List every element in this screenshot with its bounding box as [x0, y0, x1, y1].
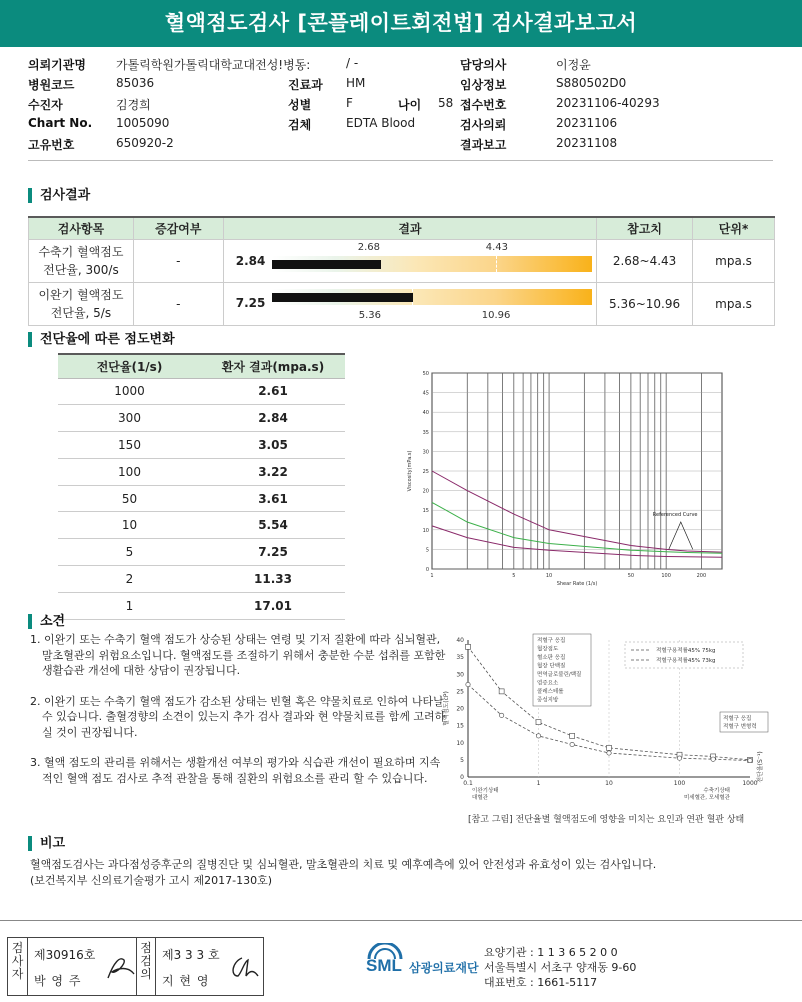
divider — [28, 160, 773, 161]
x-annotation: 이완기상태 — [472, 788, 499, 794]
result-cell — [223, 282, 596, 325]
shear-rate-cell: 100 — [58, 458, 201, 485]
table-row — [29, 282, 775, 325]
col-header-shear: 전단율(1/s) — [58, 354, 201, 378]
table-row — [58, 378, 345, 405]
table-row — [58, 458, 345, 485]
chart-value: 1005090 — [116, 116, 170, 130]
y-tick-label: 35 — [456, 654, 464, 662]
specimen-value: EDTA Blood — [346, 116, 416, 130]
note-text — [30, 857, 770, 889]
unique-value: 650920-2 — [116, 136, 174, 150]
legend-box — [625, 642, 743, 668]
opinion-item: 2. 이완기 또는 수축기 혈액 점도가 감소된 상태는 빈혈 혹은 약물치료로 인하여 나타날 수 있습니다. 출혈경향의 소견이 있는지 추가 검사 결과와 현 약물치료를 함께 고려하실 것이 권장됩니다. — [30, 694, 446, 739]
shear-rate-cell: 2 — [58, 566, 201, 593]
data-point — [466, 644, 471, 649]
factor-label: 적혈구 변형력 — [723, 724, 757, 730]
x-tick-label: 10 — [545, 573, 553, 579]
bar-value-fill — [272, 293, 413, 302]
hospital-code-label: 병원코드 — [28, 78, 75, 92]
ref-range: 5.36~10.96 — [597, 282, 693, 325]
change-value: - — [133, 282, 223, 325]
data-point — [570, 742, 574, 746]
legend-label: 적혈구용적률45% 75kg — [656, 648, 716, 654]
sex-label: 성별 — [288, 98, 312, 112]
shear-table — [58, 353, 345, 620]
receipt-value: 20231106-40293 — [556, 96, 660, 110]
age-label: 나이 — [398, 98, 422, 112]
viscosity-chart — [405, 368, 725, 590]
result-bar — [272, 256, 592, 272]
data-point — [536, 720, 541, 725]
item-name-line2: 전단율, 300/s — [43, 262, 119, 277]
note-line: 혈액점도검사는 과다점성증후군의 질병진단 및 심뇌혈관, 말초혈관의 치료 및 예후예측에 있어 안전성과 유효성이 있는 검사입니다. — [30, 858, 657, 871]
table-row — [58, 485, 345, 512]
tester-label-text: 검사자 — [11, 941, 24, 981]
y-axis-label: Viscosity(mPa.s) — [407, 450, 413, 492]
factor-box — [533, 634, 591, 706]
data-point — [499, 689, 504, 694]
table-row — [58, 405, 345, 432]
col-header-change: 증감여부 — [133, 217, 223, 239]
factor-label: 염증요소 — [537, 680, 559, 687]
note-line: (보건복지부 신의료기술평가 고시 제2017-130호) — [30, 874, 273, 887]
institution-label: 의뢰기관명 — [28, 58, 86, 72]
tester-name: 박 영 주 — [34, 974, 82, 988]
patient-value: 김경희 — [116, 98, 151, 112]
receipt-label: 접수번호 — [460, 98, 507, 112]
unit: mpa.s — [693, 282, 775, 325]
factor-label: 혈장점도 — [537, 646, 559, 653]
data-point — [570, 733, 575, 738]
x-tick-label: 1 — [536, 780, 541, 787]
y-tick-label: 20 — [422, 488, 429, 495]
bar-value-fill — [272, 260, 381, 269]
y-tick-label: 35 — [422, 429, 429, 436]
x-tick-label: 100 — [661, 573, 671, 579]
x-tick-label: 1000 — [742, 780, 758, 787]
dept-value: HM — [346, 76, 366, 90]
y-tick-label: 10 — [456, 739, 464, 747]
patient-result-cell: 5.54 — [201, 512, 345, 539]
unit: mpa.s — [693, 239, 775, 282]
y-tick-label: 50 — [422, 371, 429, 377]
checker-label — [136, 938, 156, 995]
x-tick-label: 0.1 — [463, 780, 473, 787]
opinion-item: 1. 이완기 또는 수축기 혈액 점도가 상승된 상태는 연령 및 기저 질환에 따라 심뇌혈관, 말초혈관의 위험요소입니다. 혈액점도를 조절하기 위해서 충분한 수분 섭취를 포함한 생활습관 개선에 대한 상담이 권장됩니다. — [30, 633, 446, 677]
opinion-item: 3. 혈액 점도의 관리를 위해서는 생활개선 여부의 평가와 식습관 개선이 필요하며 지속적인 혈액 점도 검사로 추적 관찰을 통해 질환의 위험요소를 관리 할 수 있습니다. — [30, 756, 441, 785]
factor-label: 적혈구 응집 — [537, 638, 566, 644]
x-annotation: 미세혈관, 모세혈관 — [683, 795, 730, 801]
result-cell — [223, 239, 596, 282]
x-tick-label: 1 — [430, 573, 434, 579]
item-name-line1: 이완기 혈액점도 — [38, 287, 124, 302]
patient-result-cell: 2.84 — [201, 405, 345, 432]
table-row — [29, 239, 775, 282]
data-point — [711, 757, 715, 761]
org-number: 요양기관 : 1 1 3 6 5 2 0 0 — [484, 946, 618, 959]
y-tick-label: 5 — [460, 756, 464, 764]
x-tick-label: 100 — [673, 780, 686, 787]
table-row — [58, 566, 345, 593]
table-row — [58, 432, 345, 459]
x-annotation: 대혈관 — [472, 795, 488, 801]
patient-result-cell: 3.61 — [201, 485, 345, 512]
age-value: 58 — [438, 96, 454, 110]
org-info — [484, 945, 636, 990]
patient-result-cell: 3.05 — [201, 432, 345, 459]
annotation-label: Referenced Curve — [652, 512, 698, 519]
ref-high-label: 4.43 — [485, 241, 508, 253]
doctor-label: 담당의사 — [460, 58, 507, 72]
factor-label: 면역글로불린/백질 — [537, 672, 582, 678]
patient-result-cell: 3.22 — [201, 458, 345, 485]
x-tick-label: 5 — [512, 573, 516, 579]
data-point — [607, 745, 612, 750]
institution-value: 가톨릭학원가톨릭대학교대전성!병동: — [116, 58, 311, 72]
request-value: 20231106 — [556, 116, 618, 130]
patient-result-cell: 7.25 — [201, 539, 345, 566]
shear-rate-cell: 5 — [58, 539, 201, 566]
logo-org-name: 삼광의료재단 — [409, 961, 479, 975]
data-point — [748, 758, 752, 762]
data-point — [499, 713, 503, 717]
tester-number: 제30916호 — [34, 948, 96, 962]
shear-rate-cell: 1000 — [58, 378, 201, 405]
factor-label: 적혈구 응집 — [723, 716, 752, 722]
tester-label — [8, 938, 28, 995]
clinical-label: 임상정보 — [460, 78, 507, 92]
y-tick-label: 25 — [422, 469, 429, 475]
item-name-line1: 수축기 혈액점도 — [38, 244, 124, 259]
checker-number: 제3 3 3 호 — [162, 948, 220, 962]
y-tick-label: 0 — [460, 774, 464, 781]
hospital-code-value: 85036 — [116, 76, 155, 90]
specimen-label: 검체 — [288, 118, 312, 132]
section-title-opinion: 소견 — [28, 614, 65, 629]
y-tick-label: 15 — [422, 508, 429, 515]
data-point — [466, 682, 470, 686]
logo-text: SML — [366, 956, 402, 975]
y-axis-label: 혈액점도(cP) — [443, 691, 450, 726]
item-name — [29, 239, 134, 282]
patient-result-cell: 17.01 — [201, 592, 345, 619]
chart-label: Chart No. — [28, 116, 93, 130]
footer-divider — [0, 920, 802, 921]
factor-label: 혈장 단백질 — [537, 663, 566, 670]
table-row — [58, 539, 345, 566]
tester-signature — [104, 952, 138, 984]
legend-label: 적혈구용적률45% 73kg — [656, 658, 716, 664]
y-tick-label: 10 — [422, 527, 429, 534]
ward-value: / - — [346, 56, 359, 70]
checker-name: 지 현 영 — [162, 974, 210, 988]
org-tel: 대표번호 : 1661-5117 — [484, 976, 598, 989]
opinion-text — [30, 632, 450, 801]
doctor-value: 이정윤 — [556, 58, 591, 72]
patient-result-cell: 2.61 — [201, 378, 345, 405]
unique-label: 고유번호 — [28, 138, 75, 152]
ref-low-label: 2.68 — [357, 241, 380, 253]
checker-label-text: 점검의 — [140, 941, 152, 981]
shear-rate-cell: 150 — [58, 432, 201, 459]
item-name — [29, 282, 134, 325]
result-value: 7.25 — [235, 295, 266, 310]
factor-label: 콜레스테롤 — [537, 689, 564, 695]
x-tick-label: 200 — [696, 573, 707, 579]
result-bar — [272, 289, 592, 305]
y-tick-label: 40 — [456, 637, 464, 644]
x-tick-label: 50 — [627, 573, 635, 579]
dept-label: 진료과 — [288, 78, 323, 92]
y-tick-label: 40 — [422, 410, 429, 417]
ref-range: 2.68~4.43 — [597, 239, 693, 282]
col-header-ref: 참고치 — [597, 217, 693, 239]
shear-rate-cell: 300 — [58, 405, 201, 432]
col-header-unit: 단위* — [693, 217, 775, 239]
y-tick-label: 5 — [425, 547, 429, 554]
y-tick-label: 45 — [422, 390, 429, 397]
table-row — [58, 592, 345, 619]
col-header-patient: 환자 결과(mpa.s) — [201, 354, 345, 378]
col-header-item: 검사항목 — [29, 217, 134, 239]
sex-value: F — [346, 96, 353, 110]
request-label: 검사의뢰 — [460, 118, 507, 132]
y-tick-label: 20 — [456, 705, 464, 713]
item-name-line2: 전단율, 5/s — [50, 305, 112, 320]
shear-rate-cell: 1 — [58, 592, 201, 619]
y-tick-label: 30 — [422, 449, 429, 456]
signature-box — [7, 937, 264, 996]
patient-label: 수진자 — [28, 98, 63, 112]
report-label: 결과보고 — [460, 138, 507, 152]
report-value: 20231108 — [556, 136, 618, 150]
col-header-result: 결과 — [223, 217, 596, 239]
section-title-note: 비고 — [28, 836, 65, 851]
section-title-result: 검사결과 — [28, 188, 90, 203]
ref-low-label: 5.36 — [358, 309, 381, 321]
data-point — [607, 751, 611, 755]
shear-rate-cell: 50 — [58, 485, 201, 512]
table-row — [58, 512, 345, 539]
patient-info — [28, 53, 788, 153]
org-address: 서울특별시 서초구 양재동 9-60 — [484, 961, 637, 974]
result-table — [28, 216, 775, 326]
reference-caption: [참고 그림] 전단율별 혈액점도에 영향을 미치는 요인과 연관 혈관 상태 — [468, 815, 745, 825]
section-title-shear: 전단율에 따른 점도변화 — [28, 332, 175, 347]
y-tick-label: 15 — [456, 722, 464, 730]
checker-signature — [226, 952, 262, 984]
factor-label: 중성지방 — [537, 697, 559, 704]
x-tick-label: 10 — [605, 780, 613, 787]
change-value: - — [133, 239, 223, 282]
x-axis-label: 전단율(S⁻¹) — [757, 751, 764, 783]
x-axis-label: Shear Rate (1/s) — [556, 581, 598, 587]
shear-rate-cell: 10 — [58, 512, 201, 539]
reference-chart — [440, 632, 780, 810]
bar-ref-line — [496, 256, 497, 272]
factor-label: 혈소판 응집 — [537, 655, 566, 661]
x-annotation: 수축기상태 — [703, 788, 730, 794]
result-value: 2.84 — [235, 253, 266, 268]
data-point — [536, 734, 540, 738]
y-tick-label: 0 — [425, 567, 429, 573]
ref-high-label: 10.96 — [481, 309, 511, 321]
y-tick-label: 25 — [456, 688, 464, 696]
patient-result-cell: 11.33 — [201, 566, 345, 593]
data-point — [677, 756, 681, 760]
clinical-value: S880502D0 — [556, 76, 627, 90]
report-title: 혈액점도검사 [콘플레이트회전법] 검사결과보고서 — [0, 0, 802, 47]
y-tick-label: 30 — [456, 671, 464, 679]
